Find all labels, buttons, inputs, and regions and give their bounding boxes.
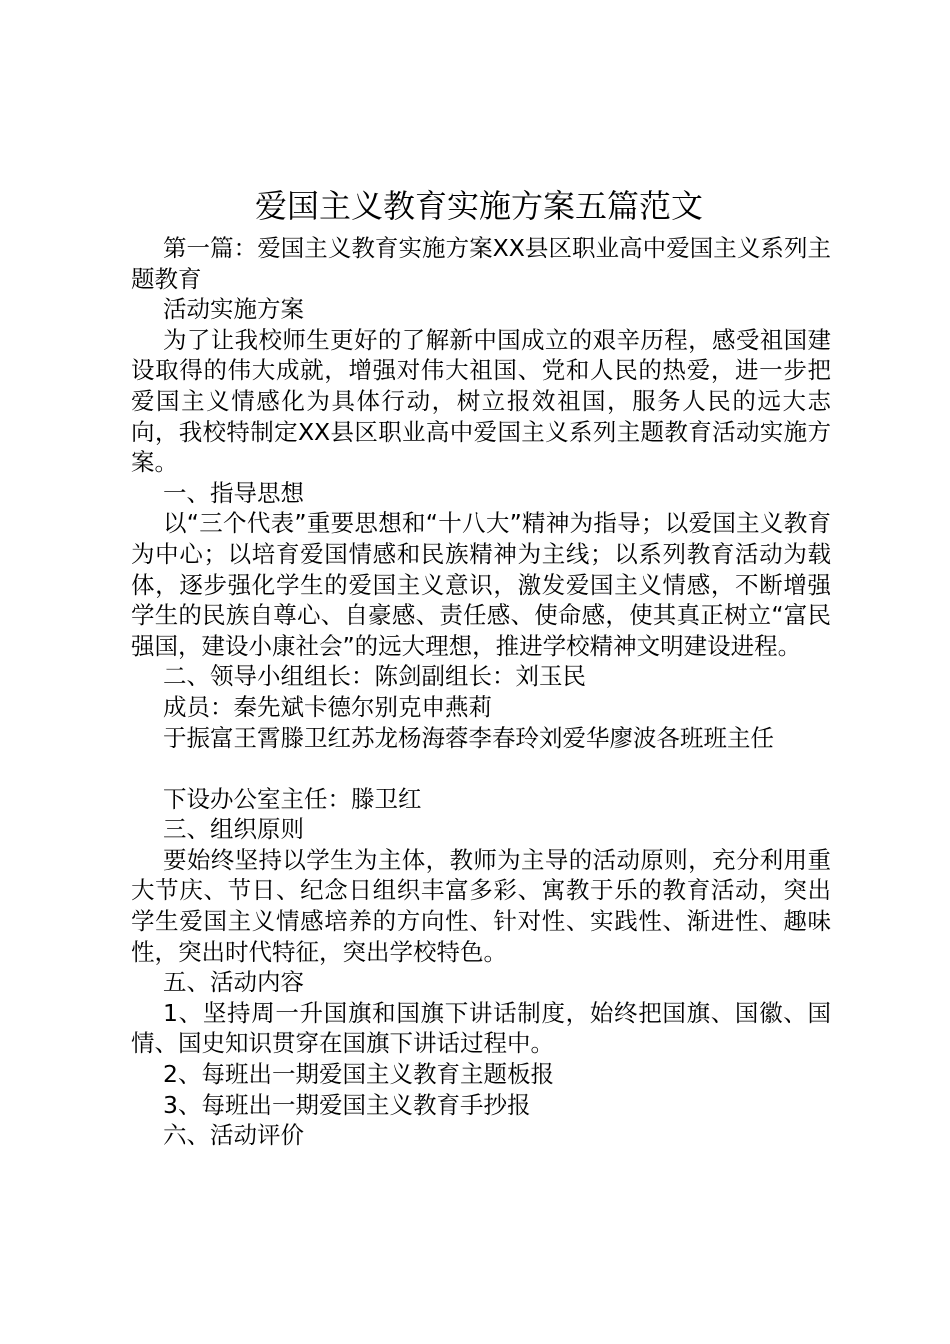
paragraph-guiding-ideology: 以“三个代表”重要思想和“十八大”精神为指导；以爱国主义教育为中心；以培育爱国情感和民族精神为主线；以系列教育活动为载体，逐步强化学生的爱国主义意识，激发爱国主义情感，不断增强学生的民族自尊心、自豪感、责任感、使命感，使其真正树立“富民强国，建设小康社会”的远大理想，推进学校精神文明建设进程。 — [131, 509, 831, 660]
list-item-activity-1: 1、坚持周一升国旗和国旗下讲话制度，始终把国旗、国徽、国情、国史知识贯穿在国旗下讲话过程中。 — [131, 998, 831, 1058]
section-heading-guiding-ideology: 一、指导思想 — [163, 478, 304, 507]
document-title: 爱国主义教育实施方案五篇范文 — [254, 187, 703, 225]
paragraph-office-director: 下设办公室主任：滕卫红 — [163, 784, 422, 813]
paragraph-intro: 为了让我校师生更好的了解新中国成立的艰辛历程，感受祖国建设取得的伟大成就，增强对伟大祖国、党和人民的热爱，进一步把爱国主义情感化为具体行动，树立报效祖国，服务人民的远大志向，我校特制定XX县区职业高中爱国主义系列主题教育活动实施方案。 — [131, 325, 831, 477]
section-heading-activities: 五、活动内容 — [163, 968, 304, 997]
document-body — [131, 233, 831, 1151]
list-item-activity-3: 3、每班出一期爱国主义教育手抄报 — [163, 1090, 531, 1119]
paragraph-members-continued: 于振富王霄滕卫红苏龙杨海蓉李春玲刘爱华廖波各班班主任 — [163, 723, 774, 752]
list-item-activity-2: 2、每班出一期爱国主义教育主题板报 — [163, 1060, 554, 1089]
paragraph-leadership-group: 二、领导小组组长：陈剑副组长：刘玉民 — [163, 662, 586, 691]
blank-line — [131, 753, 831, 784]
section-heading-evaluation: 六、活动评价 — [163, 1121, 304, 1150]
paragraph-members: 成员：秦先斌卡德尔别克申燕莉 — [163, 692, 492, 721]
section-heading-principles: 三、组织原则 — [163, 815, 304, 844]
paragraph-chapter-heading: 第一篇：爱国主义教育实施方案XX县区职业高中爱国主义系列主题教育 — [131, 234, 831, 293]
paragraph-principles: 要始终坚持以学生为主体，教师为主导的活动原则，充分利用重大节庆、节日、纪念日组织丰富多彩、寓教于乐的教育活动，突出学生爱国主义情感培养的方向性、针对性、实践性、渐进性、趣味性，突出时代特征，突出学校特色。 — [131, 845, 831, 966]
paragraph-subheading: 活动实施方案 — [163, 295, 304, 324]
